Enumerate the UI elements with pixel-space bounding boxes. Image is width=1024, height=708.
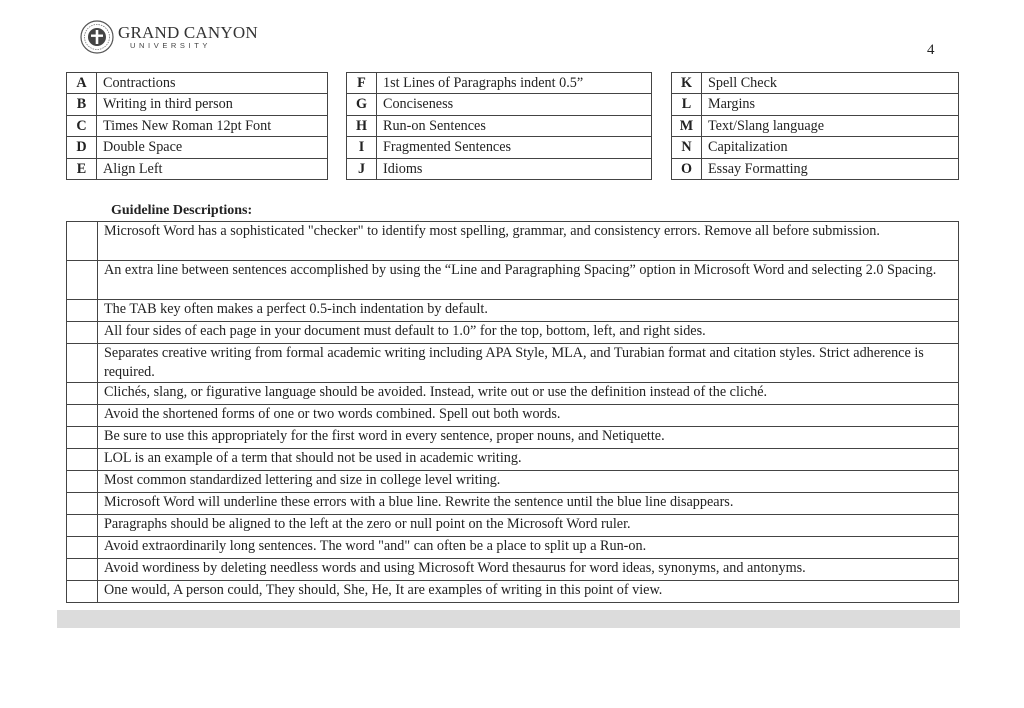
key-letter: J bbox=[347, 158, 377, 179]
key-letter: B bbox=[67, 94, 97, 115]
description-text: LOL is an example of a term that should not be used in academic writing. bbox=[98, 449, 959, 471]
description-text: Clichés, slang, or figurative language should be avoided. Instead, write out or use the definition instead of the cliché. bbox=[98, 383, 959, 405]
description-text: Separates creative writing from formal academic writing including APA Style, MLA, and Turabian format and citation styles. Strict adherence is required. bbox=[98, 344, 959, 383]
answer-cell[interactable] bbox=[67, 300, 98, 322]
key-label: Double Space bbox=[97, 137, 328, 158]
key-label: Writing in third person bbox=[97, 94, 328, 115]
key-row bbox=[347, 73, 652, 94]
key-row bbox=[672, 94, 959, 115]
description-row bbox=[67, 537, 959, 559]
description-row bbox=[67, 261, 959, 300]
answer-cell[interactable] bbox=[67, 405, 98, 427]
key-label: Spell Check bbox=[702, 73, 959, 94]
key-row bbox=[672, 115, 959, 136]
description-text: Most common standardized lettering and size in college level writing. bbox=[98, 471, 959, 493]
answer-cell[interactable] bbox=[67, 344, 98, 383]
description-row bbox=[67, 471, 959, 493]
key-row bbox=[347, 115, 652, 136]
university-logo bbox=[80, 20, 258, 54]
key-label: Capitalization bbox=[702, 137, 959, 158]
description-text: Microsoft Word will underline these errors with a blue line. Rewrite the sentence until the blue line disappears. bbox=[98, 493, 959, 515]
answer-cell[interactable] bbox=[67, 537, 98, 559]
description-row bbox=[67, 493, 959, 515]
key-letter: L bbox=[672, 94, 702, 115]
answer-cell[interactable] bbox=[67, 427, 98, 449]
key-label: Fragmented Sentences bbox=[377, 137, 652, 158]
description-row bbox=[67, 344, 959, 383]
answer-cell[interactable] bbox=[67, 515, 98, 537]
key-row bbox=[347, 94, 652, 115]
key-label: Contractions bbox=[97, 73, 328, 94]
description-row bbox=[67, 581, 959, 603]
key-row bbox=[672, 158, 959, 179]
description-text: An extra line between sentences accomplished by using the “Line and Paragraphing Spacing” option in Microsoft Word and selecting 2.0 Spacing. bbox=[98, 261, 959, 300]
description-text: Be sure to use this appropriately for the first word in every sentence, proper nouns, and Netiquette. bbox=[98, 427, 959, 449]
key-row bbox=[67, 73, 328, 94]
key-label: 1st Lines of Paragraphs indent 0.5” bbox=[377, 73, 652, 94]
descriptions-heading: Guideline Descriptions: bbox=[111, 203, 253, 218]
answer-cell[interactable] bbox=[67, 493, 98, 515]
answer-cell[interactable] bbox=[67, 322, 98, 344]
key-letter: M bbox=[672, 115, 702, 136]
description-row bbox=[67, 427, 959, 449]
key-label: Times New Roman 12pt Font bbox=[97, 115, 328, 136]
key-letter: H bbox=[347, 115, 377, 136]
answer-cell[interactable] bbox=[67, 581, 98, 603]
key-label: Conciseness bbox=[377, 94, 652, 115]
key-row bbox=[347, 137, 652, 158]
key-row bbox=[67, 115, 328, 136]
answer-cell[interactable] bbox=[67, 261, 98, 300]
university-seal-icon bbox=[80, 20, 114, 54]
description-row bbox=[67, 449, 959, 471]
key-label: Run-on Sentences bbox=[377, 115, 652, 136]
key-letter: C bbox=[67, 115, 97, 136]
description-row bbox=[67, 300, 959, 322]
key-label: Margins bbox=[702, 94, 959, 115]
key-letter: N bbox=[672, 137, 702, 158]
key-letter: O bbox=[672, 158, 702, 179]
key-label: Align Left bbox=[97, 158, 328, 179]
answer-cell[interactable] bbox=[67, 449, 98, 471]
description-row bbox=[67, 322, 959, 344]
key-letter: I bbox=[347, 137, 377, 158]
description-text: Paragraphs should be aligned to the left at the zero or null point on the Microsoft Word ruler. bbox=[98, 515, 959, 537]
description-text: All four sides of each page in your document must default to 1.0” for the top, bottom, left, and right sides. bbox=[98, 322, 959, 344]
key-label: Idioms bbox=[377, 158, 652, 179]
key-letter: D bbox=[67, 137, 97, 158]
logo-title: GRAND CANYON bbox=[118, 23, 258, 43]
page-number: 4 bbox=[927, 42, 935, 58]
key-row bbox=[347, 158, 652, 179]
guideline-key-table bbox=[66, 72, 328, 180]
description-row bbox=[67, 383, 959, 405]
description-text: Avoid the shortened forms of one or two words combined. Spell out both words. bbox=[98, 405, 959, 427]
key-letter: E bbox=[67, 158, 97, 179]
key-row bbox=[67, 137, 328, 158]
key-row bbox=[67, 158, 328, 179]
description-text: Microsoft Word has a sophisticated "checker" to identify most spelling, grammar, and consistency errors. Remove all before submission. bbox=[98, 222, 959, 261]
key-letter: K bbox=[672, 73, 702, 94]
description-row bbox=[67, 222, 959, 261]
description-text: Avoid wordiness by deleting needless words and using Microsoft Word thesaurus for word ideas, synonyms, and antonyms. bbox=[98, 559, 959, 581]
guideline-key-table bbox=[346, 72, 652, 180]
key-letter: F bbox=[347, 73, 377, 94]
logo-subtitle: UNIVERSITY bbox=[130, 41, 212, 51]
description-row bbox=[67, 405, 959, 427]
key-letter: A bbox=[67, 73, 97, 94]
answer-cell[interactable] bbox=[67, 559, 98, 581]
guideline-descriptions-table bbox=[66, 221, 959, 603]
description-row bbox=[67, 515, 959, 537]
key-letter: G bbox=[347, 94, 377, 115]
guideline-key-table bbox=[671, 72, 959, 180]
answer-cell[interactable] bbox=[67, 222, 98, 261]
description-row bbox=[67, 559, 959, 581]
key-row bbox=[672, 137, 959, 158]
key-label: Essay Formatting bbox=[702, 158, 959, 179]
description-text: Avoid extraordinarily long sentences. The word "and" can often be a place to split up a Run-on. bbox=[98, 537, 959, 559]
description-text: One would, A person could, They should, She, He, It are examples of writing in this point of view. bbox=[98, 581, 959, 603]
key-row bbox=[67, 94, 328, 115]
answer-cell[interactable] bbox=[67, 471, 98, 493]
description-text: The TAB key often makes a perfect 0.5-inch indentation by default. bbox=[98, 300, 959, 322]
key-row bbox=[672, 73, 959, 94]
key-label: Text/Slang language bbox=[702, 115, 959, 136]
answer-cell[interactable] bbox=[67, 383, 98, 405]
page-bottom-bar bbox=[57, 610, 960, 628]
